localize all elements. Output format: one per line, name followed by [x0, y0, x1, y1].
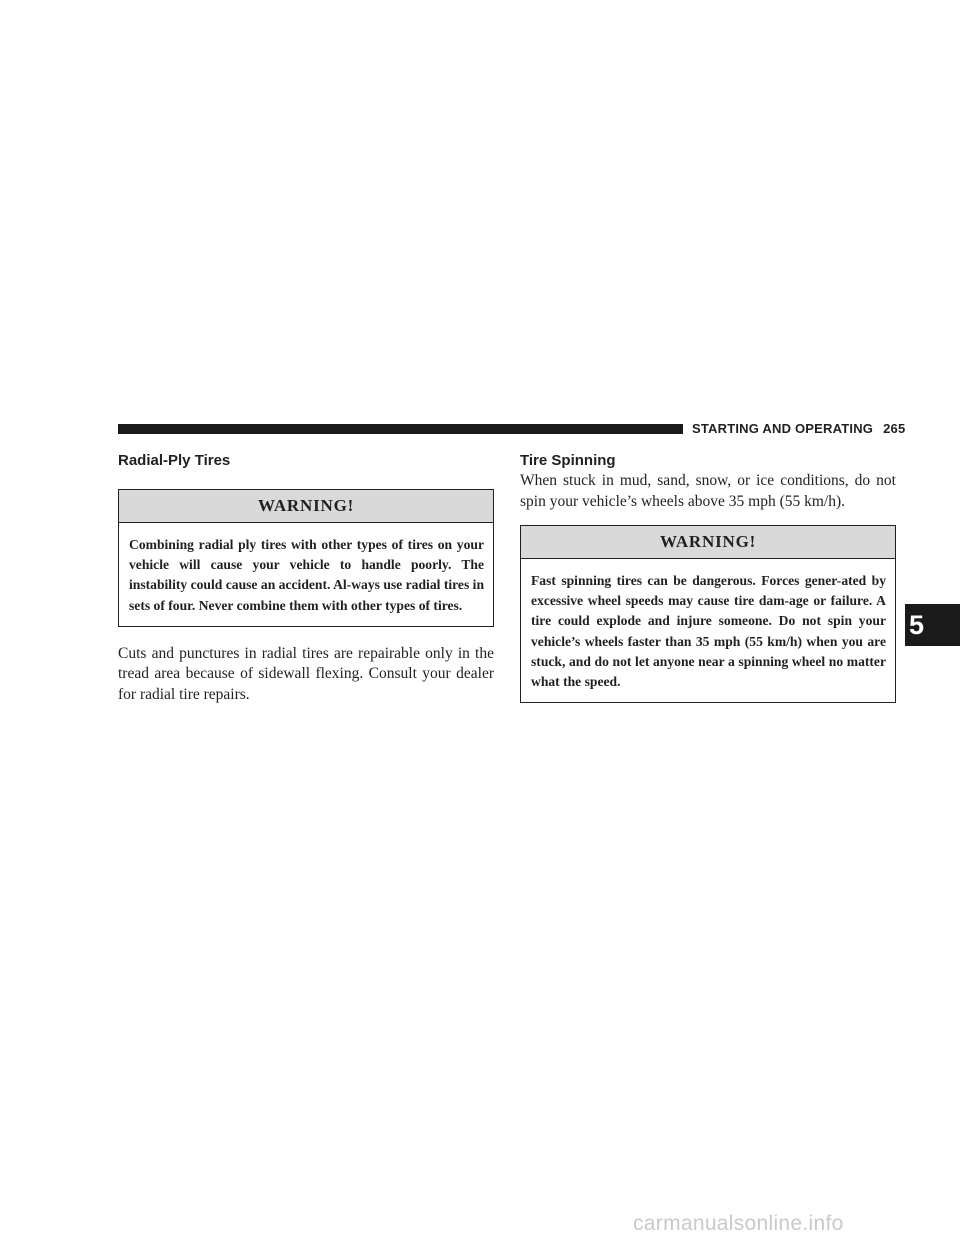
- warning-text: Combining radial ply tires with other types of tires on your vehicle will cause your vehicle to handle poorly. The instability could cause an accident. Al-ways use radial tires in sets of four. Never combine them with other types of tires.: [129, 537, 484, 613]
- right-column: [520, 452, 896, 703]
- tire-spinning-paragraph: When stuck in mud, sand, snow, or ice conditions, do not spin your vehicle’s wheels above 35 mph (55 km/h).: [520, 472, 896, 510]
- radial-ply-paragraph: Cuts and punctures in radial tires are repairable only in the tread area because of sidewall flexing. Consult your dealer for radial tire repairs.: [118, 644, 494, 703]
- warning-title: WARNING!: [119, 490, 493, 523]
- header-rule: [118, 424, 683, 434]
- page-number: 265: [883, 421, 906, 436]
- tire-spinning-heading: Tire Spinning: [520, 452, 616, 469]
- warning-title: WARNING!: [521, 526, 895, 559]
- radial-ply-warning-box: [118, 489, 494, 627]
- warning-text: Fast spinning tires can be dangerous. Forces gener-ated by excessive wheel speeds may cause tire dam-age or failure. A tire could explode and injure someone. Do not spin your vehicle’s wheels faster than 35 mph (55 km/h) when you are stuck, and do not let anyone near a spinning wheel no matter what the speed.: [531, 573, 886, 690]
- running-header: [692, 421, 905, 436]
- tire-spinning-warning-box: [520, 525, 896, 703]
- chapter-tab: 5: [905, 604, 960, 646]
- radial-ply-heading: Radial-Ply Tires: [118, 452, 231, 469]
- watermark: carmanualsonline.info: [633, 1212, 844, 1235]
- left-column: [118, 452, 494, 705]
- section-title: STARTING AND OPERATING: [692, 421, 874, 436]
